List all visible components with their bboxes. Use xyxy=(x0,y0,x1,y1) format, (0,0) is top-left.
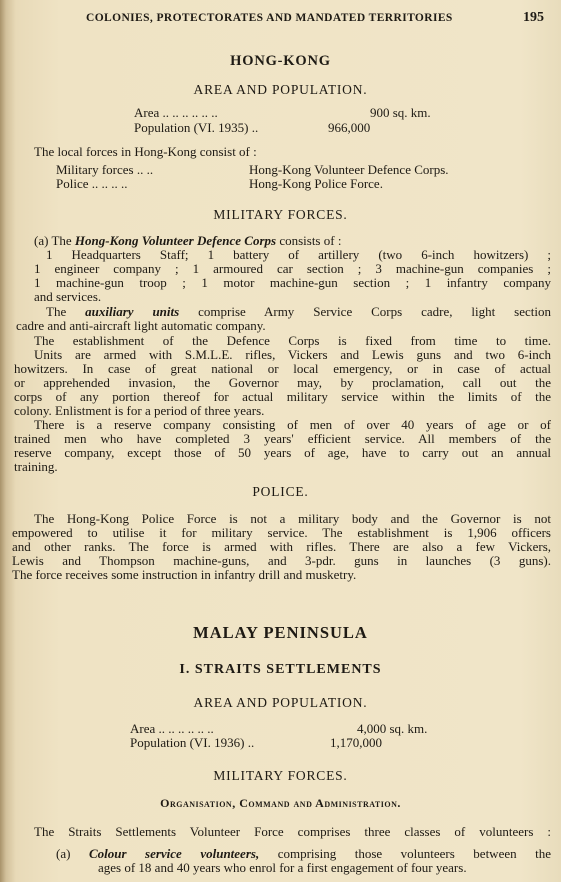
area-value: 900 sq. km. xyxy=(370,105,431,120)
police-value: Hong-Kong Police Force. xyxy=(249,176,383,191)
colour-service-term: Colour service volunteers, xyxy=(88,846,260,861)
auxiliary-line-2: cadre and anti-aircraft light automatic company. xyxy=(16,318,266,333)
malaya-population-label: Population (VI. 1936) .. xyxy=(130,735,255,750)
reserve-line-2: trained men who have completed 3 years' efficient service. All members of the xyxy=(14,431,551,446)
malaya-population-value: 1,170,000 xyxy=(330,735,382,750)
section-title-hongkong: HONG-KONG xyxy=(230,53,331,69)
defence-corps-intro: (a) The Hong-Kong Volunteer Defence Corps consists of : xyxy=(34,233,342,248)
police-line-2: empowered to utilise it for military service. The establishment is 1,906 officers xyxy=(12,525,551,540)
establishment-line-2: Units are armed with S.M.L.E. rifles, Vickers and Lewis guns and two 6-inch xyxy=(34,347,551,362)
local-forces-intro: The local forces in Hong-Kong consist of : xyxy=(34,144,257,159)
defence-corps-name: Hong-Kong Volunteer Defence Corps xyxy=(74,233,277,248)
section-title-malaya: MALAY PENINSULA xyxy=(193,623,368,642)
population-value: 966,000 xyxy=(328,120,371,135)
military-forces-label: Military forces .. .. xyxy=(56,162,154,177)
malaya-area-heading: AREA AND POPULATION. xyxy=(193,695,368,710)
colour-service-line-2: ages of 18 and 40 years who enrol for a first engagement of four years. xyxy=(98,860,467,875)
population-label: Population (VI. 1935) .. xyxy=(134,120,259,135)
reserve-line-4: training. xyxy=(14,459,58,474)
establishment-line-6: colony. Enlistment is for a period of three years. xyxy=(14,403,265,418)
police-line-4: Lewis and Thompson machine-guns, and 3-pdr. guns in launches (3 guns). xyxy=(12,553,551,568)
establishment-line-3: howitzers. In case of great national or local emergency, or in case of actual xyxy=(14,361,551,376)
malaya-area-label: Area .. .. .. .. .. .. xyxy=(130,721,214,736)
page-number: 195 xyxy=(523,10,544,25)
corps-line-2: 1 engineer company ; 1 armoured car section ; 3 machine-gun companies ; xyxy=(34,261,551,276)
establishment-line-5: corps of any portion thereof for actual military service within the limits of the xyxy=(14,389,551,404)
establishment-line-4: or apprehended invasion, the Governor may, by proclamation, call out the xyxy=(14,375,551,390)
organisation-heading: Organisation, Command and Administration. xyxy=(160,796,401,810)
police-line-3: and other ranks. The force is armed with rifles. There are also a few Vickers, xyxy=(12,539,551,554)
police-line-1: The Hong-Kong Police Force is not a military body and the Governor is not xyxy=(34,511,551,526)
malaya-military-heading: MILITARY FORCES. xyxy=(213,768,348,783)
colour-service-line-1: (a) Colour service volunteers, comprising those volunteers between the xyxy=(56,846,552,861)
establishment-line-1: The establishment of the Defence Corps is fixed from time to time. xyxy=(34,333,551,348)
running-head: COLONIES, PROTECTORATES AND MANDATED TERRITORIES xyxy=(86,12,453,24)
malaya-area-value: 4,000 sq. km. xyxy=(357,721,428,736)
reserve-line-3: reserve company, except those of 50 years of age, have to carry out an annual xyxy=(14,445,551,460)
police-label: Police .. .. .. .. xyxy=(56,176,128,191)
auxiliary-line-1: The auxiliary units comprise Army Service Corps cadre, light section xyxy=(46,304,551,319)
corps-line-3: 1 machine-gun troop ; 1 motor machine-gun section ; 1 infantry company xyxy=(34,275,551,290)
straits-settlements-title: I. STRAITS SETTLEMENTS xyxy=(179,662,382,677)
volunteer-force-intro: The Straits Settlements Volunteer Force comprises three classes of volunteers : xyxy=(34,824,551,839)
reserve-line-1: There is a reserve company consisting of men of over 40 years of age or of xyxy=(34,417,551,432)
military-forces-heading: MILITARY FORCES. xyxy=(213,207,348,222)
auxiliary-units-term: auxiliary units xyxy=(85,304,180,319)
military-forces-value: Hong-Kong Volunteer Defence Corps. xyxy=(249,162,449,177)
corps-line-4: and services. xyxy=(34,289,102,304)
police-heading: POLICE. xyxy=(252,484,309,499)
corps-line-1: 1 Headquarters Staff; 1 battery of artillery (two 6-inch howitzers) ; xyxy=(46,247,551,262)
police-line-5: The force receives some instruction in infantry drill and musketry. xyxy=(12,567,357,582)
area-population-heading: AREA AND POPULATION. xyxy=(193,82,368,97)
area-label: Area .. .. .. .. .. .. xyxy=(134,105,218,120)
